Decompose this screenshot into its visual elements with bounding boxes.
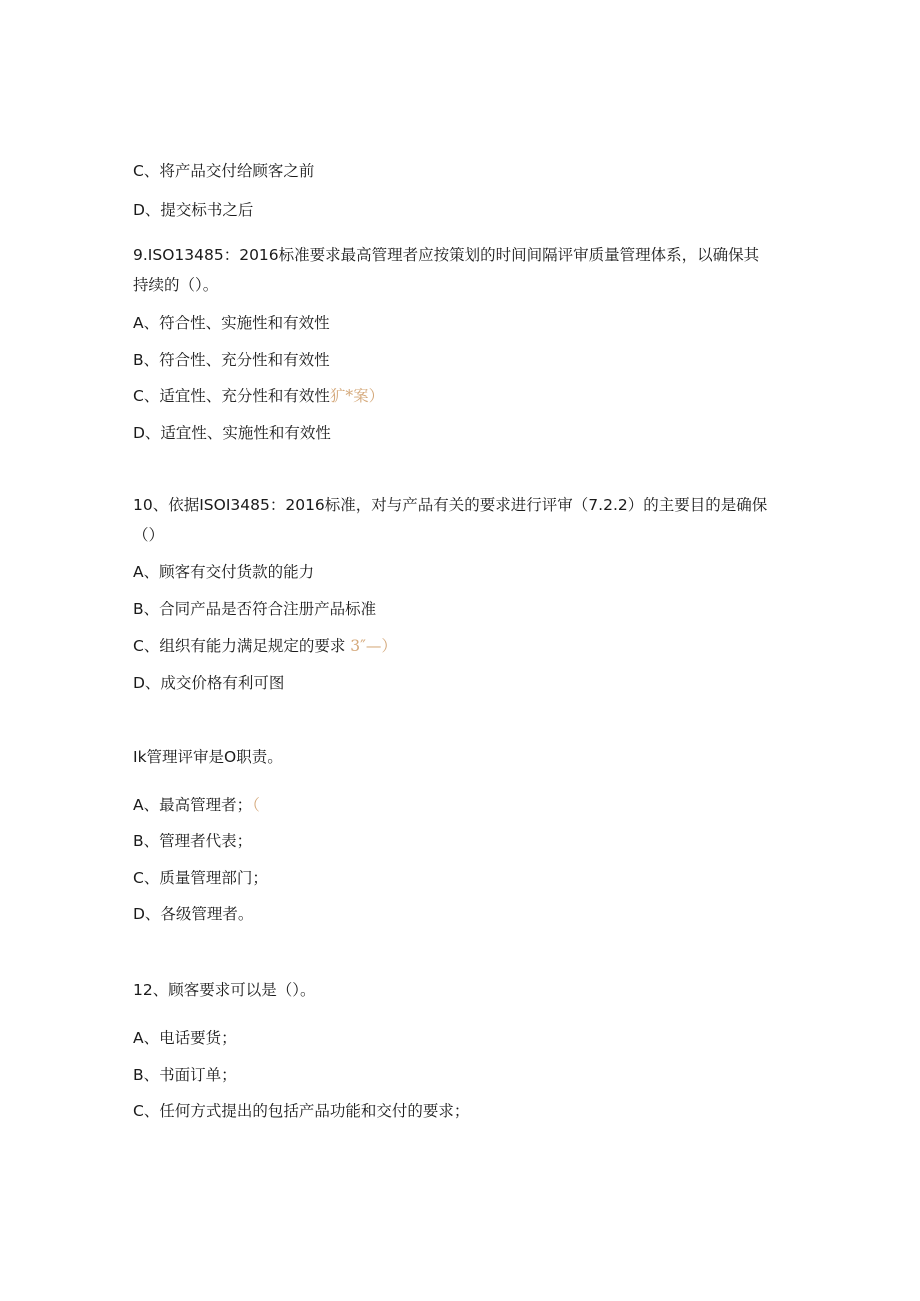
q9-option-c-text: C、适宜性、充分性和有效性: [133, 387, 330, 405]
q9-option-c: [133, 386, 384, 406]
q9-option-a: A、符合性、实施性和有效性: [133, 314, 330, 332]
q9-answer-mark: 犷*案）: [329, 387, 385, 405]
q9-option-b: B、符合性、充分性和有效性: [133, 351, 330, 369]
q8-option-c: C、将产品交付给顾客之前: [133, 162, 315, 180]
q10-option-c-text: C、组织有能力满足规定的要求: [133, 637, 346, 655]
q11-option-a: [133, 795, 260, 815]
q11-option-b: B、管理者代表；: [133, 832, 253, 850]
q9-option-d: D、适宜性、实施性和有效性: [133, 424, 331, 442]
q10-option-d: D、成交价格有利可图: [133, 674, 285, 692]
q10-option-c: [133, 636, 397, 656]
q12-option-a: A、电话要货；: [133, 1029, 237, 1047]
q12-stem: 12、顾客要求可以是（）。: [133, 981, 316, 999]
q11-answer-mark: （: [252, 796, 260, 814]
q11-option-a-text: A、最高管理者；: [133, 796, 253, 814]
q9-stem: 9.ISO13485：2016标准要求最高管理者应按策划的时间间隔评审质量管理体系，以确保其持续的（）。: [133, 246, 760, 294]
q10-answer-mark: 3″—）: [350, 637, 397, 655]
q10-option-a: A、顾客有交付货款的能力: [133, 563, 315, 581]
q12-option-c: C、任何方式提出的包括产品功能和交付的要求；: [133, 1102, 470, 1120]
q12-option-b: B、书面订单；: [133, 1066, 237, 1084]
q10-option-b: B、合同产品是否符合注册产品标准: [133, 600, 377, 618]
q11-stem: Ik管理评审是O职责。: [133, 748, 283, 766]
q11-option-c: C、质量管理部门；: [133, 869, 268, 887]
q8-option-d: D、提交标书之后: [133, 201, 254, 219]
q10-stem: 10、依据ISOI3485：2016标准，对与产品有关的要求进行评审（7.2.2）的主要目的是确保（）: [133, 496, 768, 544]
q11-option-d: D、各级管理者。: [133, 905, 254, 923]
